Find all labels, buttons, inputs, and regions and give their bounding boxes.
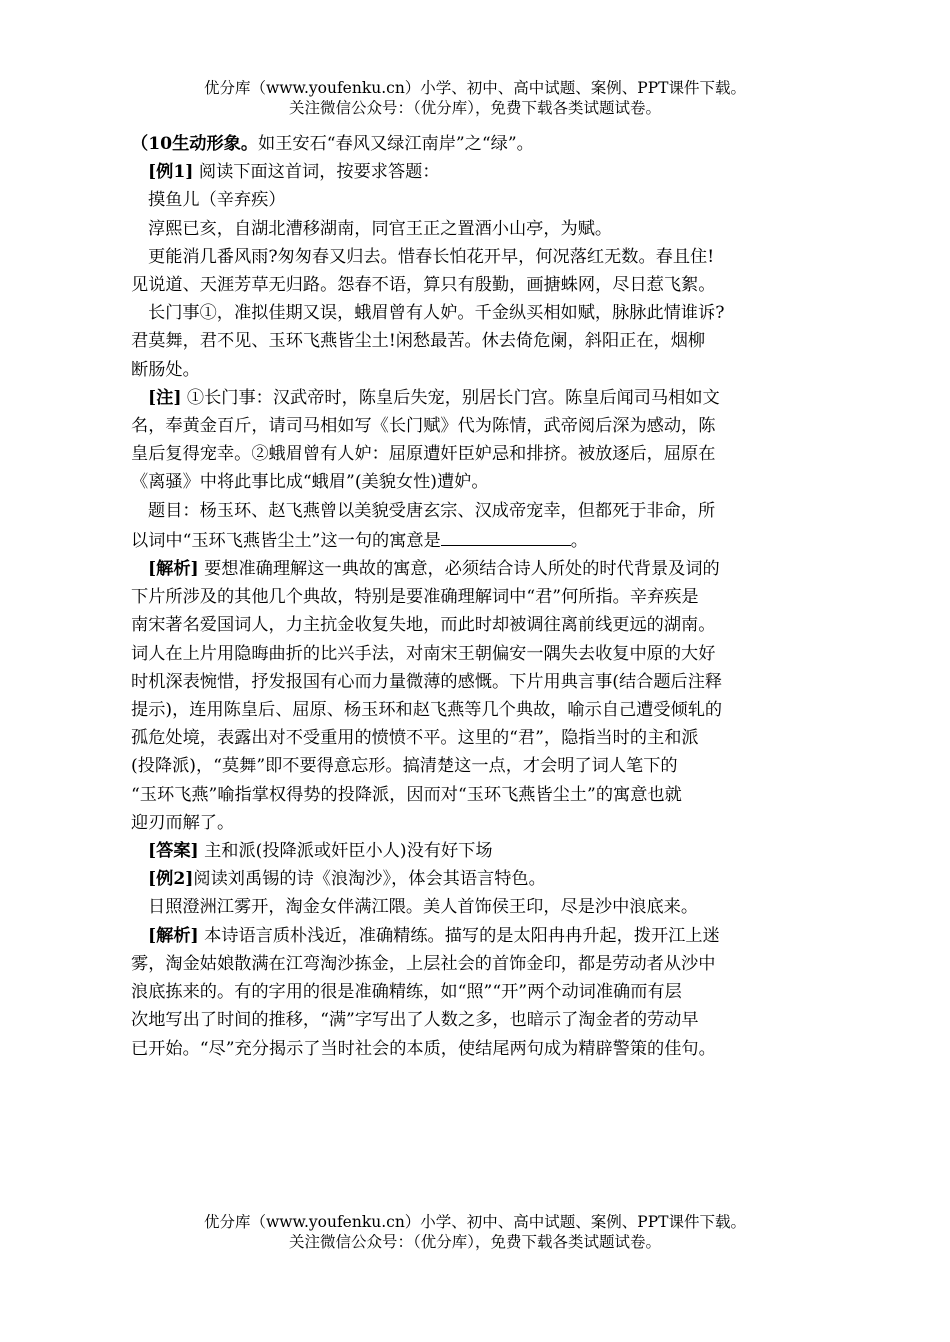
stanza-2-line: 长门事①，准拟佳期又误，蛾眉曾有人妒。千金纵买相如赋，脉脉此情谁诉? [148,303,725,324]
answer-label: [答案] [148,841,199,862]
example-1-text: 阅读下面这首词，按要求答题： [193,162,440,183]
analysis-2-line: 已开始。“尽”充分揭示了当时社会的本质，使结尾两句成为精辟警策的佳句。 [131,1038,716,1059]
question-line: 题目：杨玉环、赵飞燕曾以美貌受唐玄宗、汉成帝宠幸，但都死于非命，所 [148,500,716,521]
analysis-2-line: 浪底拣来的。有的字用的很是准确精练，如“照”“开”两个动词准确而有层 [131,982,682,1003]
poem-title: 摸鱼儿（辛弃疾） [148,190,286,211]
header-line-1: 优分库（www.youfenku.cn）小学、初中、高中试题、案例、PPT课件下载。 [203,79,747,97]
question-line [131,525,791,555]
example-1-label: [例1] [148,162,194,183]
note-label: [注] [148,387,182,408]
note-line: 《离骚》中将此事比成“蛾眉”(美貌女性)遭妒。 [131,472,489,493]
analysis-1-line: 迎刃而解了。 [131,812,235,833]
analysis-1-line: 孤危处境，表露出对不受重用的愤愤不平。这里的“君”，隐指当时的主和派 [131,728,699,749]
answer-text: 主和派(投降派或奸臣小人)没有好下场 [198,841,493,862]
answer-blank [441,525,571,546]
analysis-1-text: 要想准确理解这一典故的寓意，必须结合诗人所处的时代背景及词的 [198,559,720,580]
intro-line [131,130,791,158]
poem-2: 日照澄洲江雾开，淘金女伴满江隈。美人首饰侯王印，尽是沙中浪底来。 [148,897,699,918]
analysis-1-line: (投降派)，“莫舞”即不要得意忘形。搞清楚这一点，才会明了词人笔下的 [131,756,678,777]
footer-line-1: 优分库（www.youfenku.cn）小学、初中、高中试题、案例、PPT课件下载。 [203,1213,747,1231]
note-text: ①长门事：汉武帝时，陈皇后失宠，别居长门宫。陈皇后闻司马相如文 [181,387,720,408]
stanza-2-line: 断肠处。 [131,359,200,380]
page-header [0,78,950,118]
stanza-2-line: 君莫舞，君不见、玉环飞燕皆尘土!闲愁最苦。休去倚危阑，斜阳正在，烟柳 [131,331,706,352]
analysis-2-line [131,922,791,950]
document-body [131,130,791,1063]
poem-preface: 淳熙已亥，自湖北漕移湖南，同官王正之置酒小山亭，为赋。 [148,218,613,239]
analysis-1-line: 词人在上片用隐晦曲折的比兴手法，对南宋王朝偏安一隅失去收复中原的大好 [131,643,716,664]
analysis-1-line: 时机深表惋惜，抒发报国有心而力量微薄的感慨。下片用典言事(结合题后注释 [131,671,723,692]
analysis-1-line: 南宋著名爱国词人，力主抗金收复失地，而此时却被调往离前线更远的湖南。 [131,615,716,636]
analysis-1-line: 下片所涉及的其他几个典故，特别是要准确理解词中“君”何所指。辛弃疾是 [131,587,699,608]
note-line: 名，奉黄金百斤，请司马相如写《长门赋》代为陈情，武帝阅后深为感动，陈 [131,416,716,437]
stanza-1-line: 更能消几番风雨?匆匆春又归去。惜春长怕花开早，何况落红无数。春且住! [148,246,715,267]
answer-line [131,837,791,865]
analysis-2-text: 本诗语言质朴浅近，准确精练。描写的是太阳冉冉升起，拨开江上迷 [198,925,720,946]
analysis-1-label: [解析] [148,559,199,580]
analysis-1-line: “玉环飞燕”喻指掌权得势的投降派，因而对“玉环飞燕皆尘土”的寓意也就 [131,784,682,805]
note-line [131,384,791,412]
example-2-text: 阅读刘禹锡的诗《浪淘沙》，体会其语言特色。 [193,869,546,890]
stanza-1-line: 见说道、天涯芳草无归路。怨春不语，算只有殷勤，画搪蛛网，尽日惹飞絮。 [131,275,716,296]
intro-bold: （10生动形象。 [131,134,259,154]
question-end: 。 [570,530,588,551]
page-footer [0,1212,950,1252]
analysis-2-label: [解析] [148,925,199,946]
note-line: 皇后复得宠幸。②蛾眉曾有人妒：屈原遭奸臣妒忌和排挤。被放逐后，屈原在 [131,444,716,465]
footer-line-2: 关注微信公众号：（优分库），免费下载各类试题试卷。 [288,1233,661,1251]
analysis-1-line [131,555,791,583]
analysis-2-line: 雾，淘金姑娘散满在江弯淘沙拣金，上层社会的首饰金印，都是劳动者从沙中 [131,953,716,974]
analysis-2-line: 次地写出了时间的推移，“满”字写出了人数之多，也暗示了淘金者的劳动早 [131,1010,699,1031]
example-2-heading [131,865,791,893]
question-text: 以词中“玉环飞燕皆尘土”这一句的寓意是 [131,530,441,551]
header-line-2: 关注微信公众号：（优分库），免费下载各类试题试卷。 [288,99,661,117]
example-1-heading [131,158,791,186]
intro-text: 如王安石“春风又绿江南岸”之“绿”。 [258,134,534,154]
analysis-1-line: 提示)，连用陈皇后、屈原、杨玉环和赵飞燕等几个典故，喻示自己遭受倾轧的 [131,700,723,721]
example-2-label: [例2] [148,869,194,890]
